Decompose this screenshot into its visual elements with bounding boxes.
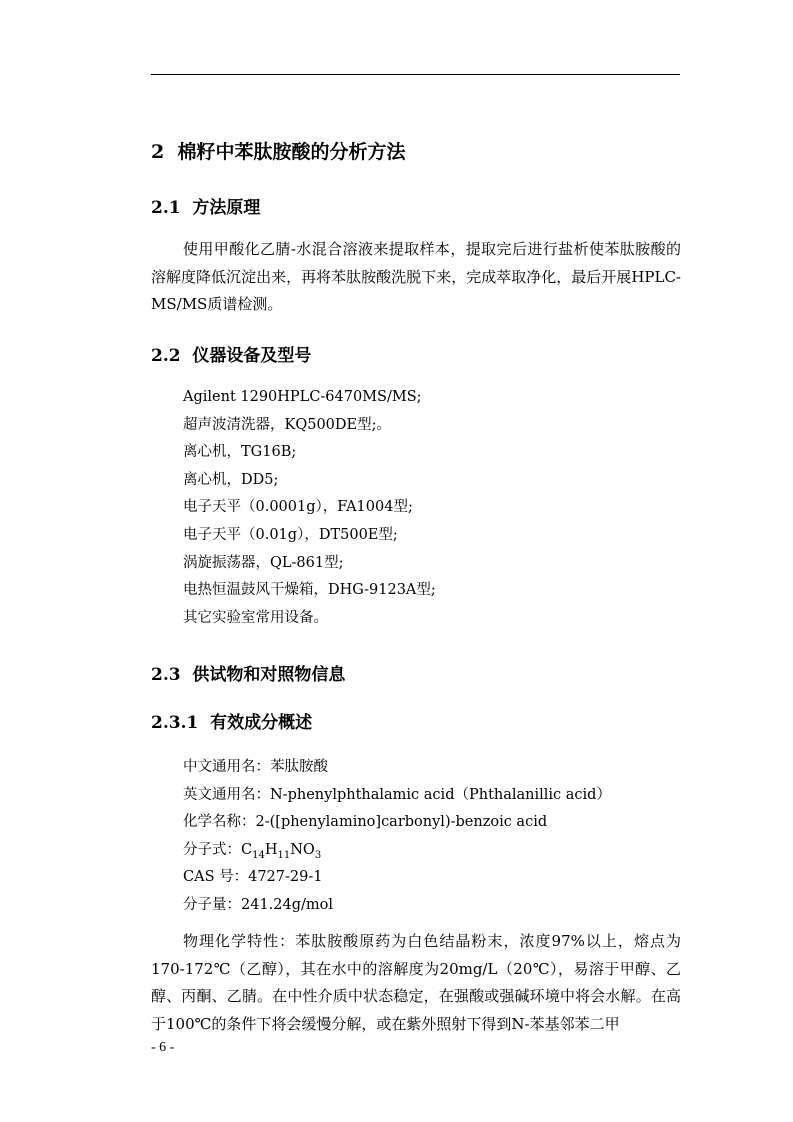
section-2-1-heading [151,193,260,218]
section-title: 有效成分概述 [210,713,313,733]
list-item: 其它实验室常用设备。 [183,609,328,626]
chinese-name: 中文通用名：苯肽胺酸 [183,759,328,775]
section-number: 2.1 [151,198,181,218]
list-item: Agilent 1290HPLC-6470MS/MS; [183,389,422,405]
ingredient-info-list [183,754,611,920]
molecular-formula: 分子式：$C_{14}H_{11}NO_3$ [183,841,322,861]
physicochemical-properties-paragraph: 物理化学特性：苯肽胺酸原药为白色结晶粉末，浓度97%以上，熔点为170-172℃（乙醇），其在水中的溶解度为20mg/L（20℃），易溶于甲醇、乙醇、丙酮、乙腈。在中性介质中状态稳定，在强酸或强碱环境中将会水解。在高于100℃的条件下将会缓慢分解，或在紫外照射下得到N-苯基邻苯二甲 [151,932,681,1033]
list-item: 电子天平（0.0001g），FA1004型; [183,499,413,516]
section-title: 供试物和对照物信息 [192,665,346,685]
header-rule [151,74,680,75]
cas-number: CAS 号：4727-29-1 [183,869,323,886]
section-2-2-heading [151,341,311,366]
section-number: 2.3 [151,665,181,685]
section-number: 2 [151,141,165,163]
section-number: 2.2 [151,346,181,366]
section-2-heading [151,137,405,164]
list-item: 电子天平（0.01g），DT500E型; [183,526,398,543]
section-title: 棉籽中苯肽胺酸的分析方法 [177,141,406,163]
formula-label: 分子式： [183,841,241,858]
english-name: 英文通用名：N-phenylphthalamic acid（Phthalanillic acid） [183,786,611,803]
list-item: 超声波清洗器，KQ500DE型;。 [183,416,391,433]
chemical-name: 化学名称：2-([phenylamino]carbonyl)-benzoic acid [183,814,548,831]
instrument-list [183,384,436,632]
list-item: 离心机，TG16B; [183,444,297,461]
section-2-3-1-heading [151,708,312,733]
molecular-weight: 分子量：241.24g/mol [183,896,334,913]
section-title: 方法原理 [192,198,261,218]
section-2-3-heading [151,660,345,685]
method-principle-paragraph: 使用甲酸化乙腈-水混合溶液来提取样本，提取完后进行盐析使苯肽胺酸的溶解度降低沉淀出来，再将苯肽胺酸洗脱下来，完成萃取净化，最后开展HPLC-MS/MS质谱检测。 [151,240,681,313]
list-item: 电热恒温鼓风干燥箱，DHG-9123A型; [183,582,436,599]
list-item: 涡旋振荡器，QL-861型; [183,554,344,571]
list-item: 离心机，DD5; [183,471,279,488]
page-number: - 6 - [151,1040,175,1055]
section-title: 仪器设备及型号 [192,346,312,366]
section-number: 2.3.1 [151,713,199,733]
